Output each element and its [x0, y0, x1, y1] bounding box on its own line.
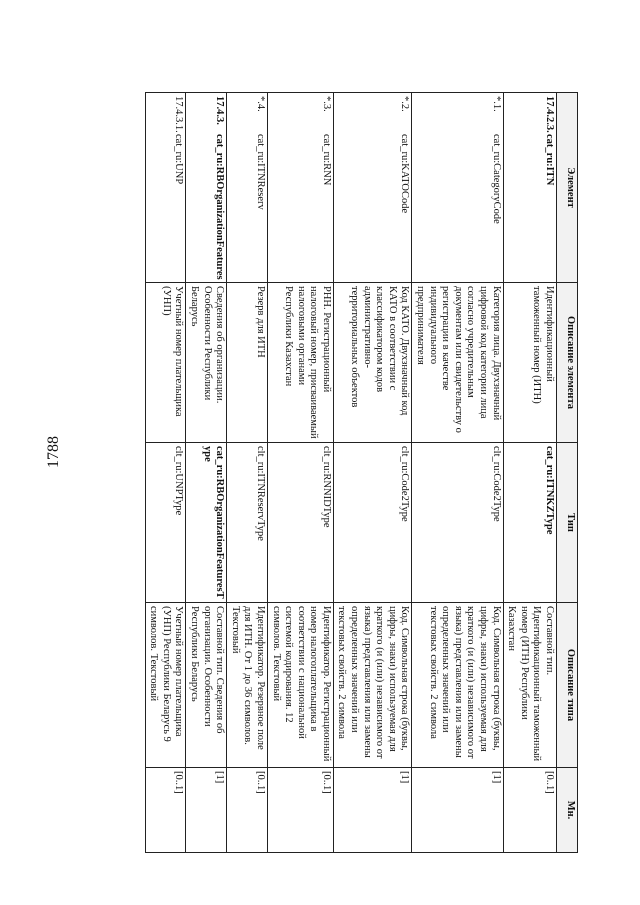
header-type-description: Описание типа — [557, 603, 578, 768]
multiplicity-cell: [1] — [186, 768, 227, 853]
element-description-cell: Код КАТО. Двухзначный код КАТО в соответствии с классификатором кодов административно-территориальных объектов — [333, 283, 412, 443]
element-cell — [145, 93, 186, 283]
element-name: cat_ru:ITNReserv — [254, 134, 266, 210]
multiplicity-cell: [0..1] — [227, 768, 268, 853]
header-element-description: Описание элемента — [557, 283, 578, 443]
element-cell — [412, 93, 503, 283]
element-number: 17.4.2.3. — [544, 96, 555, 133]
element-name: cat_ru:CategoryCode — [490, 134, 502, 224]
multiplicity-cell: [1] — [412, 768, 503, 853]
rotated-table-container — [38, 92, 578, 852]
table-row — [333, 93, 412, 853]
type-description-cell: Код. Символьная строка (буквы, цифры, знаки) используемая для краткого (и (или) независимого от языка) представления или замены определенных значений или текстовых свойств. 2 символа — [333, 603, 412, 768]
element-number: *.2. — [399, 96, 411, 112]
element-number: 17.4.3. — [214, 96, 226, 125]
element-description-cell: РНН. Регистрационный налоговый номер, присваиваемый налоговыми органами Республики Казахстан — [267, 283, 333, 443]
element-number: *.4. — [254, 96, 266, 112]
element-number: *.1. — [490, 96, 502, 112]
element-cell — [503, 93, 556, 283]
element-number: *.3. — [320, 96, 332, 112]
element-number: 17.4.3.1. — [173, 96, 185, 133]
type-cell: cat_ru:ITNKZType — [503, 443, 556, 603]
element-cell — [186, 93, 227, 283]
type-cell: clt_ru:RNNIDType — [267, 443, 333, 603]
type-description-cell: Идентификатор. Резервное поле для ИТН. От 1 до 36 символов. Текстовый — [227, 603, 268, 768]
type-description-cell: Составной тип. Идентификационный таможенный номер (ИТН) Республики Казахстан — [503, 603, 556, 768]
element-name: cat_ru:ITN — [544, 134, 555, 186]
header-type: Тип — [557, 443, 578, 603]
element-description-cell: Учетный номер плательщика (УНП) — [145, 283, 186, 443]
element-name: cat_ru:KATOCode — [399, 134, 411, 214]
elements-table — [145, 92, 578, 853]
table-row — [267, 93, 333, 853]
page-number: 1788 — [45, 436, 62, 468]
type-cell: clt_ru:Code2Type — [412, 443, 503, 603]
type-cell: clt_ru:Code2Type — [333, 443, 412, 603]
type-cell: clt_ru:UNPType — [145, 443, 186, 603]
header-multiplicity: Мн. — [557, 768, 578, 853]
element-name: cat_ru:RBOrganizationFeatures — [214, 134, 226, 280]
element-cell — [227, 93, 268, 283]
header-element: Элемент — [557, 93, 578, 283]
multiplicity-cell: [0..1] — [267, 768, 333, 853]
type-description-cell: Учетный номер плательщика (УНП) Республики Беларусь 9 символов. Текстовый — [145, 603, 186, 768]
element-description-cell: Резерв для ИТН — [227, 283, 268, 443]
element-description-cell: Идентификационный таможенный номер (ИТН) — [503, 283, 556, 443]
table-row — [412, 93, 503, 853]
multiplicity-cell: [1] — [333, 768, 412, 853]
type-cell: clt_ru:ITNReservType — [227, 443, 268, 603]
table-row — [186, 93, 227, 853]
element-name: cat_ru:RNN — [320, 134, 332, 186]
table-row — [145, 93, 186, 853]
type-description-cell: Код. Символьная строка (буквы, цифры, знаки) используемая для краткого (и (или) независимого от языка) представления или замены определенных значений или текстовых свойств. 2 символа — [412, 603, 503, 768]
multiplicity-cell: [0..1] — [503, 768, 556, 853]
type-cell: cat_ru:RBOrganizationFeaturesType — [186, 443, 227, 603]
table-row — [503, 93, 556, 853]
element-cell — [333, 93, 412, 283]
type-description-cell: Идентификатор. Регистрационный номер налогоплательщика в соответствии с национальной системой кодирования. 12 символов. Текстовый — [267, 603, 333, 768]
table-header-row — [557, 93, 578, 853]
type-description-cell: Составной тип. Сведения об организации. Особенности Республики Беларусь — [186, 603, 227, 768]
multiplicity-cell: [0..1] — [145, 768, 186, 853]
element-name: cat_ru:UNP — [173, 134, 185, 185]
table-row — [227, 93, 268, 853]
element-cell — [267, 93, 333, 283]
element-description-cell: Категория лица. Двухзначный цифровой код категории лица согласно учредительным документам или свидетельству о регистрации в качестве индивидуального предпринимателя — [412, 283, 503, 443]
element-description-cell: Сведения об организации. Особенности Республики Беларусь — [186, 283, 227, 443]
